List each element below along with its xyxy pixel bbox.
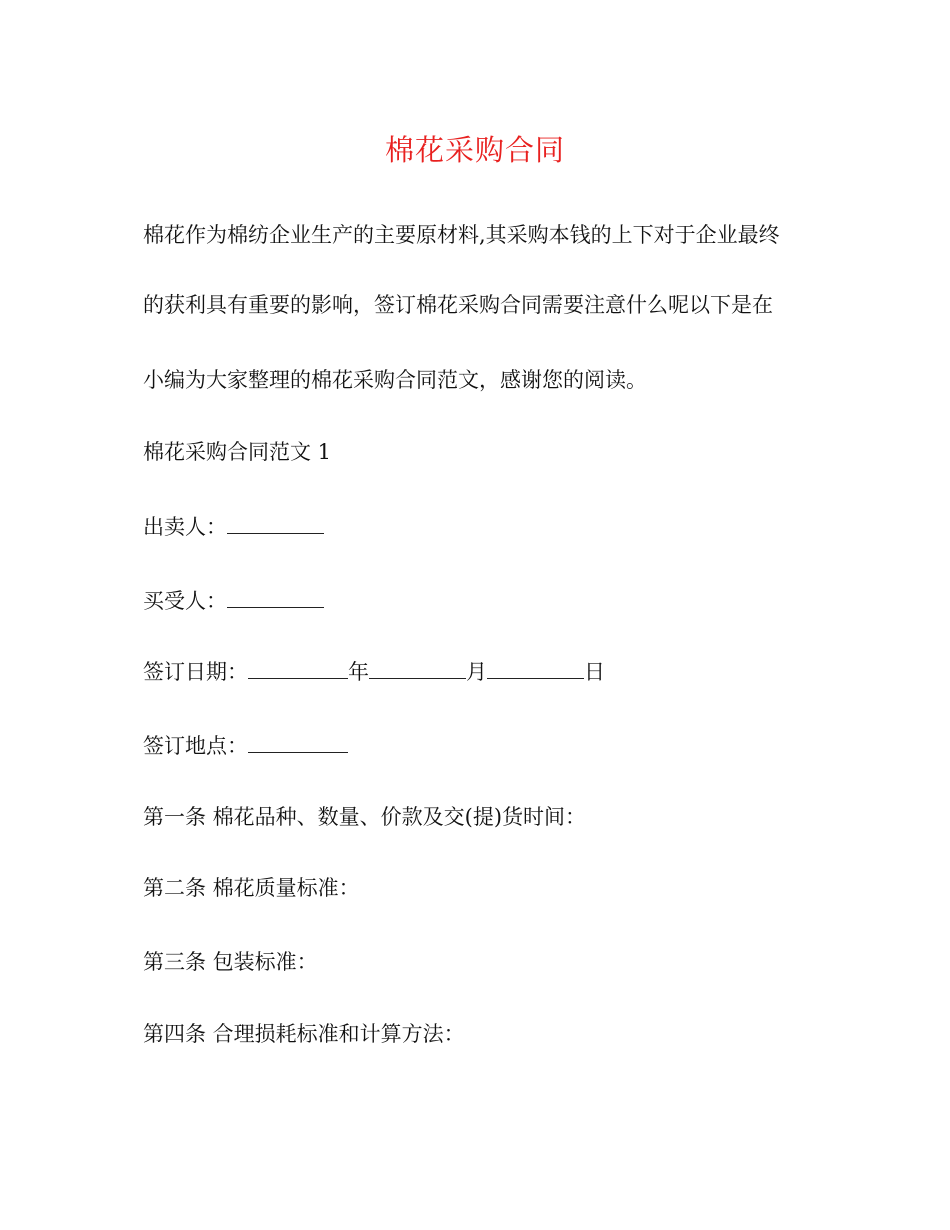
- page-title: 棉花采购合同: [384, 133, 565, 167]
- buyer-label: 买受人：: [143, 589, 227, 613]
- month-blank: [369, 656, 466, 679]
- article-2: 第二条 棉花质量标准：: [143, 876, 360, 900]
- sign-place-label: 签订地点：: [143, 734, 248, 758]
- sign-date-field: [143, 656, 605, 687]
- day-label: 日: [584, 660, 605, 684]
- seller-label: 出卖人：: [143, 515, 227, 539]
- buyer-field: [143, 585, 324, 616]
- article-1: 第一条 棉花品种、数量、价款及交(提)货时间：: [143, 805, 587, 829]
- sign-place-field: [143, 730, 348, 761]
- intro-line-3: 小编为大家整理的棉花采购合同范文，感谢您的阅读。: [143, 368, 647, 392]
- seller-field: [143, 511, 324, 542]
- year-label: 年: [348, 660, 369, 684]
- sign-date-label: 签订日期：: [143, 660, 248, 684]
- intro-line-2: 的获利具有重要的影响，签订棉花采购合同需要注意什么呢以下是在: [143, 293, 773, 317]
- sign-place-blank: [248, 730, 348, 753]
- seller-blank: [227, 511, 324, 534]
- article-3: 第三条 包装标准：: [143, 950, 318, 974]
- year-blank: [248, 656, 348, 679]
- day-blank: [487, 656, 584, 679]
- sample-heading: 棉花采购合同范文 1: [143, 440, 332, 464]
- month-label: 月: [466, 660, 487, 684]
- intro-line-1: 棉花作为棉纺企业生产的主要原材料,其采购本钱的上下对于企业最终: [143, 223, 780, 247]
- buyer-blank: [227, 585, 324, 608]
- article-4: 第四条 合理损耗标准和计算方法：: [143, 1022, 465, 1046]
